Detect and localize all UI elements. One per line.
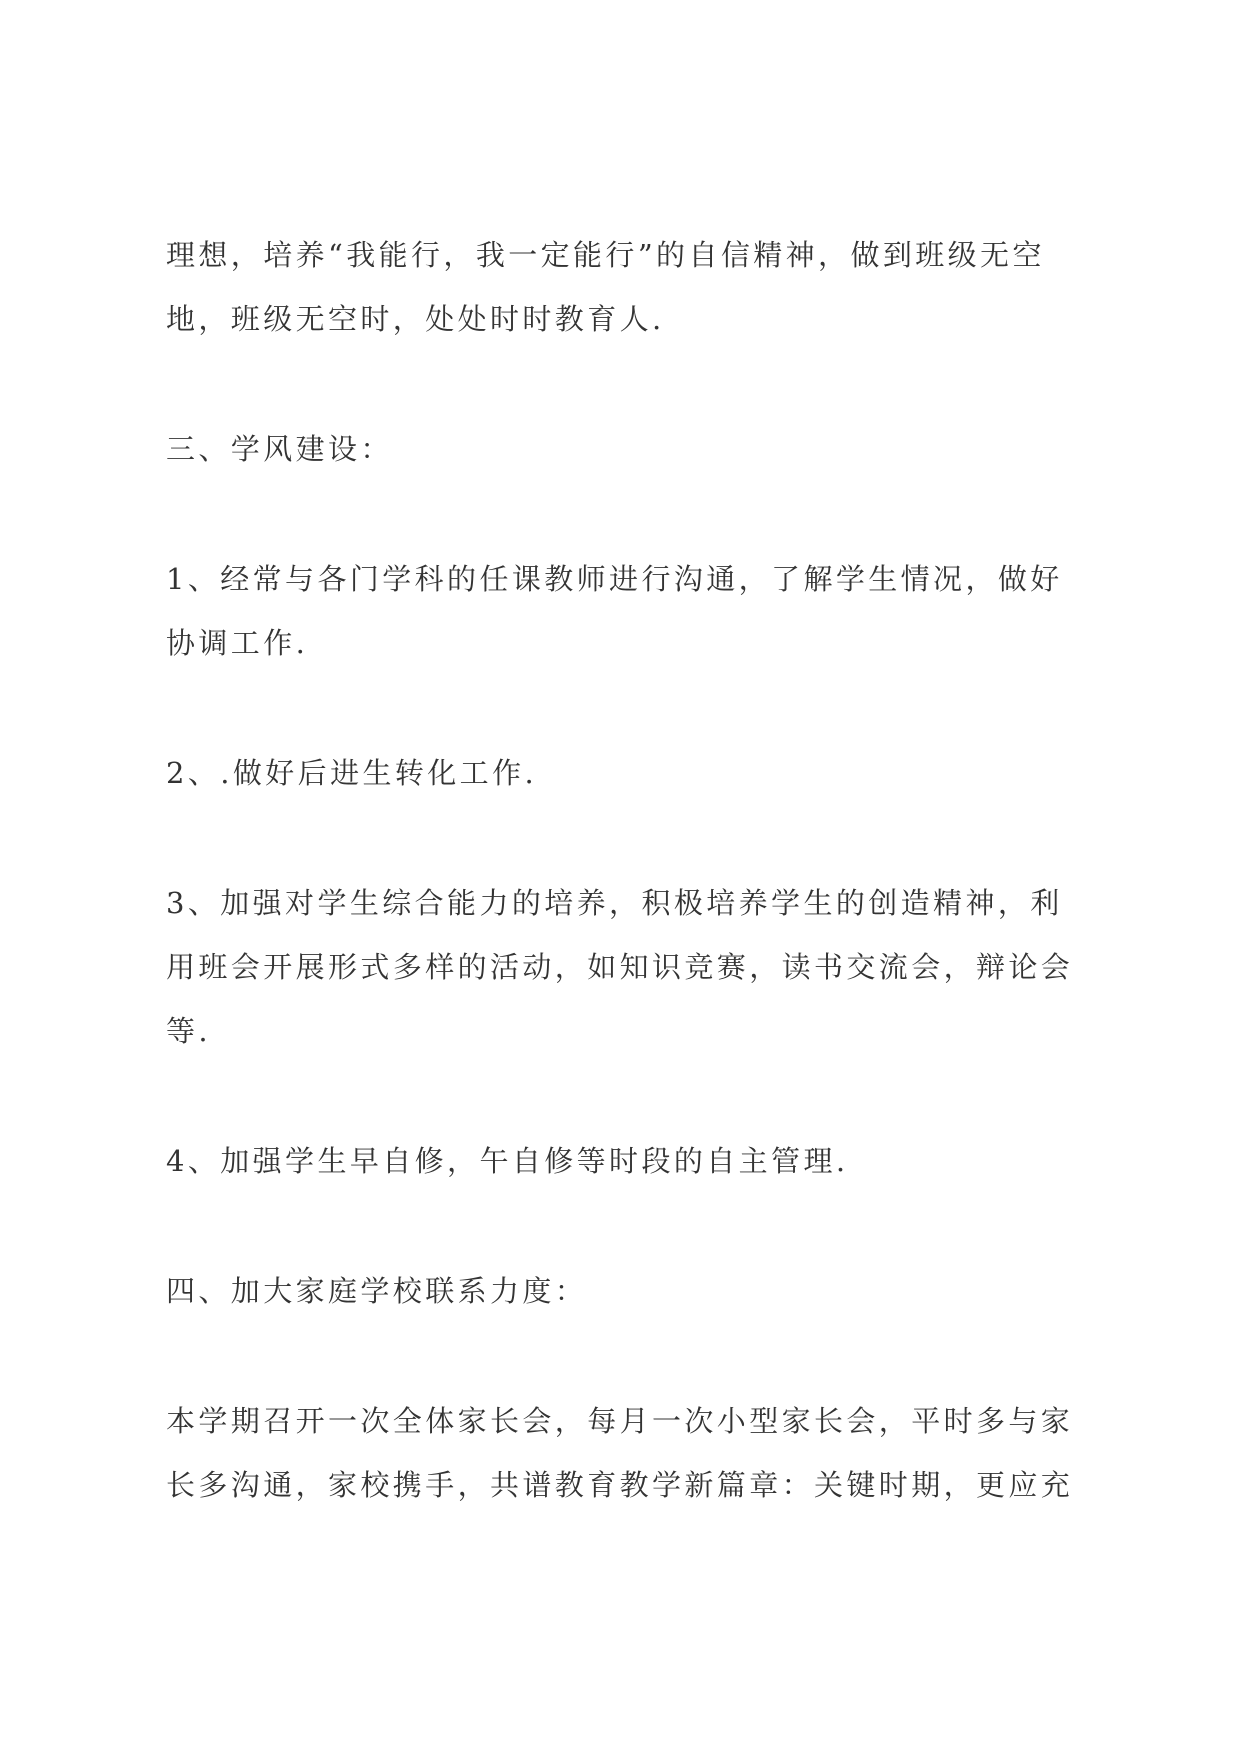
- text-line: 本学期召开一次全体家长会，每月一次小型家长会，平时多与家: [166, 1404, 1074, 1438]
- section-heading-home-school: [166, 1259, 1101, 1323]
- text-line: 等.: [166, 1014, 212, 1048]
- section-heading-study-style: [166, 417, 1101, 481]
- text-line: 1、经常与各门学科的任课教师进行沟通，了解学生情况，做好: [166, 562, 1063, 596]
- paragraph-parent-meetings: [166, 1389, 1101, 1517]
- text-line: 长多沟通，家校携手，共谱教育教学新篇章：关键时期，更应充: [166, 1468, 1074, 1502]
- heading-text: 四、加大家庭学校联系力度：: [166, 1274, 588, 1308]
- list-item-1: [166, 547, 1101, 675]
- list-item-3: [166, 871, 1101, 1063]
- heading-text: 三、学风建设：: [166, 432, 393, 466]
- paragraph-continuation: [166, 223, 1101, 351]
- list-item-2: [166, 741, 1101, 805]
- text-line: 理想，培养“我能行，我一定能行”的自信精神，做到班级无空: [166, 238, 1045, 272]
- text-line: 协调工作.: [166, 626, 309, 660]
- text-line: 2、.做好后进生转化工作.: [166, 756, 538, 790]
- list-item-4: [166, 1129, 1101, 1193]
- text-line: 4、加强学生早自修，午自修等时段的自主管理.: [166, 1144, 849, 1178]
- document-body: [166, 223, 1101, 1517]
- text-line: 用班会开展形式多样的活动，如知识竞赛，读书交流会，辩论会: [166, 950, 1074, 984]
- text-line: 3、加强对学生综合能力的培养，积极培养学生的创造精神，利: [166, 886, 1063, 920]
- text-line: 地，班级无空时，处处时时教育人.: [166, 302, 665, 336]
